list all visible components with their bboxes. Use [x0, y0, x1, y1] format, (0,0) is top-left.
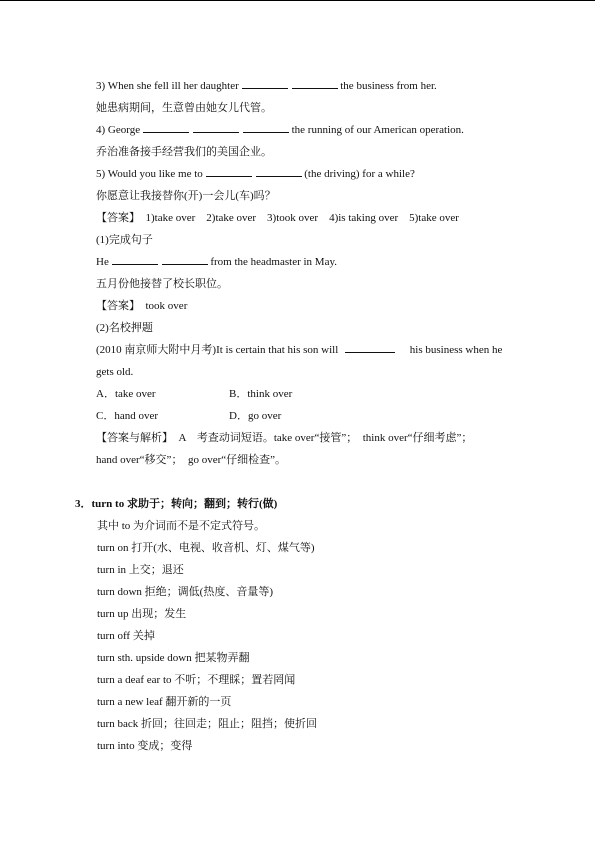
exercise-3-sentence: [96, 79, 437, 93]
text: his business when he: [407, 344, 503, 356]
exercise-4-translation: 乔治准备接手经营我们的美国企业。: [96, 146, 272, 158]
text: (2010 南京师大附中月考)It is certain that his son will: [96, 344, 342, 356]
answer-line: 【答案】 took over: [96, 300, 188, 312]
section-heading: 3．turn to 求助于；转向；翻到；转行(做): [75, 498, 278, 510]
text: from the headmaster in May.: [207, 256, 337, 268]
phrase-item: turn a new leaf 翻开新的一页: [97, 696, 232, 708]
phrase-item: turn sth. upside down 把某物弄翻: [97, 652, 250, 664]
option-c: C．hand over: [96, 410, 159, 422]
answer-blank: [112, 255, 158, 265]
answer-blank: [256, 167, 302, 177]
exercise-4-sentence: [96, 123, 464, 137]
answer-blank: [162, 255, 208, 265]
complete-sentence-question: [96, 255, 337, 269]
answer-line: 【答案】 1)take over 2)take over 3)took over 4)is taking over 5)take over: [96, 212, 459, 224]
phrase-item: turn off 关掉: [97, 630, 155, 642]
answer-explanation: 【答案与解析】 A 考查动词短语。take over“接管”； think over“仔细考虑”；: [96, 432, 473, 444]
text: the running of our American operation.: [288, 124, 464, 136]
option-b: B．think over: [229, 388, 293, 400]
text: 3) When she fell ill her daughter: [96, 80, 242, 92]
phrase-item: turn in 上交；退还: [97, 564, 184, 576]
subsection-exam-question: (2)名校押题: [96, 322, 153, 334]
subsection-complete-sentence: (1)完成句子: [96, 234, 153, 246]
text: (the driving) for a while?: [301, 168, 415, 180]
answer-blank: [206, 167, 252, 177]
phrase-item: turn back 折回；往回走；阻止；阻挡；使折回: [97, 718, 317, 730]
exam-question-stem: [96, 343, 502, 357]
text: the business from her.: [337, 80, 437, 92]
option-a: A．take over: [96, 388, 156, 400]
text: He: [96, 256, 112, 268]
exercise-3-translation: 她患病期间，生意曾由她女儿代管。: [96, 102, 272, 114]
answer-blank: [242, 79, 288, 89]
option-d: D．go over: [229, 410, 282, 422]
answer-blank: [193, 123, 239, 133]
text: 4) George: [96, 124, 143, 136]
exercise-5-translation: 你愿意让我接替你(开)一会儿(车)吗？: [96, 190, 276, 202]
phrase-item: turn up 出现；发生: [97, 608, 187, 620]
text: 5) Would you like me to: [96, 168, 206, 180]
phrase-item: turn a deaf ear to 不听；不理睬；置若罔闻: [97, 674, 296, 686]
answer-explanation-cont: hand over“移交”； go over“仔细检查”。: [96, 454, 287, 466]
phrase-item: turn into 变成；变得: [97, 740, 193, 752]
answer-blank: [243, 123, 289, 133]
answer-blank: [143, 123, 189, 133]
phrase-item: turn down 拒绝；调低(热度、音量等): [97, 586, 273, 598]
answer-blank: [292, 79, 338, 89]
answer-blank: [345, 343, 395, 353]
note-line: 其中 to 为介词而不是不定式符号。: [97, 520, 266, 532]
exam-question-stem-cont: gets old.: [96, 366, 134, 378]
exercise-5-sentence: [96, 167, 415, 181]
complete-sentence-translation: 五月份他接替了校长职位。: [96, 278, 228, 290]
phrase-item: turn on 打开(水、电视、收音机、灯、煤气等): [97, 542, 315, 554]
